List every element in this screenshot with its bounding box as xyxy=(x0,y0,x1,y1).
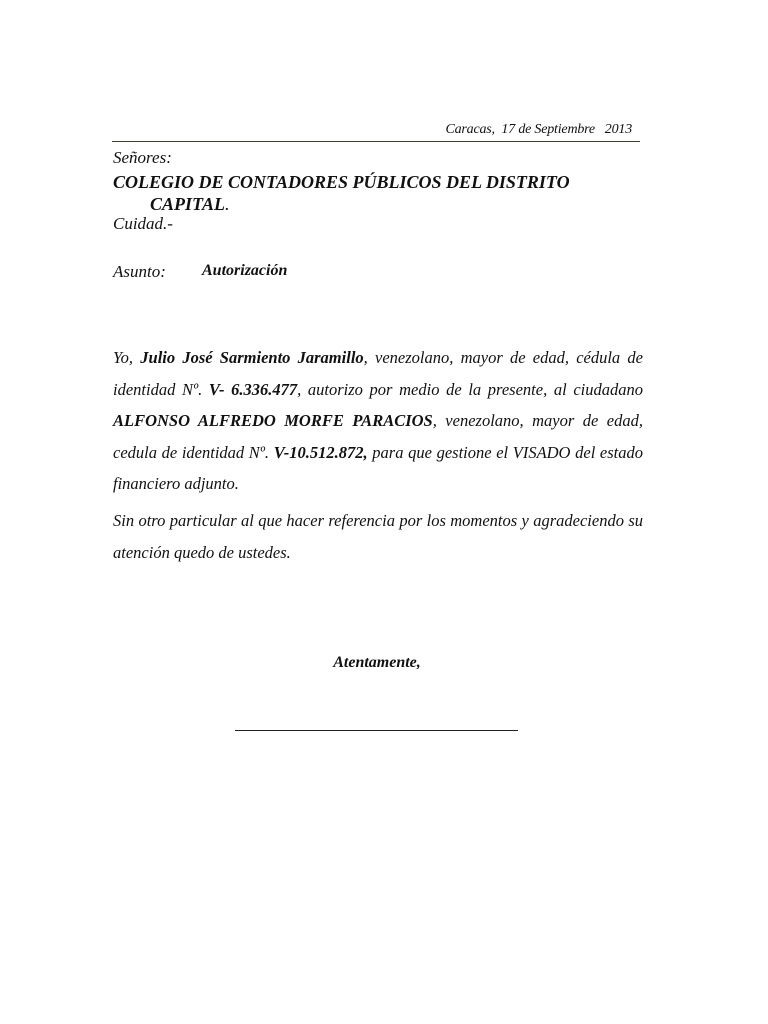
addressee xyxy=(113,171,633,215)
signature-line xyxy=(235,730,518,731)
p1-text-1: Yo, xyxy=(113,348,141,367)
addressee-line-2-text: CAPITAL xyxy=(150,194,226,214)
p1-text-5: para que gestione el VISADO del estado financiero adjunto. xyxy=(113,442,643,493)
subject-value: Autorización xyxy=(202,262,288,279)
p1-text-2: , venezolano, mayor de edad, cédula de identidad Nº. xyxy=(113,348,643,399)
addressee-line-2 xyxy=(113,193,633,215)
salutation: Señores: xyxy=(113,148,172,167)
grantee-id: V-10.512.872, xyxy=(273,442,368,462)
p1-text-4: , venezolano, mayor de edad, cedula de identidad Nº. xyxy=(113,411,643,462)
grantee-name: ALFONSO ALFREDO MORFE PARACIOS xyxy=(113,411,433,430)
addressee-line-1: COLEGIO DE CONTADORES PÚBLICOS DEL DISTRITO xyxy=(113,172,570,192)
city-line: Cuidad.- xyxy=(113,214,173,233)
closing: Atentamente, xyxy=(333,654,421,671)
date-header-rule xyxy=(112,121,640,142)
subject-label: Asunto: xyxy=(113,262,166,281)
addressee-line-2-suffix: . xyxy=(225,194,230,214)
body-paragraph-2: Sin otro particular al que hacer referencia por los momentos y agradeciendo su atención quedo de ustedes. xyxy=(113,511,643,562)
body-paragraph-1 xyxy=(113,342,643,500)
p1-text-3: , autorizo por medio de la presente, al ciudadano xyxy=(297,379,643,399)
letter-date: Caracas, 17 de Septiembre 2013 xyxy=(445,122,632,137)
grantor-name: Julio José Sarmiento Jaramillo xyxy=(140,348,364,367)
grantor-id: V- 6.336.477 xyxy=(208,379,298,399)
